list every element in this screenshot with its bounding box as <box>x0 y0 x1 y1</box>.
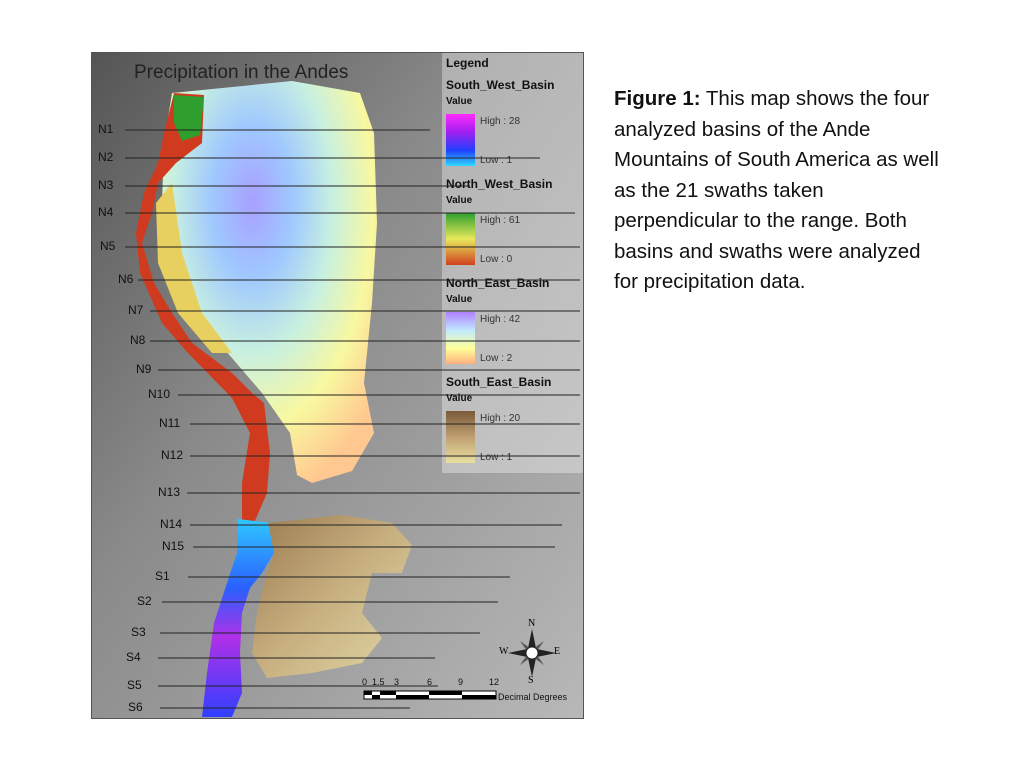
figure-caption <box>614 84 944 298</box>
high-label: High : 61 <box>480 215 521 226</box>
color-ramp <box>446 213 475 265</box>
swath-label-n13: N13 <box>158 485 181 499</box>
scale-tick: 6 <box>427 677 433 687</box>
swath-label-n11: N11 <box>159 416 181 430</box>
swath-label-n1: N1 <box>98 122 114 136</box>
scale-tick: 0 <box>362 677 368 687</box>
swath-label-n12: N12 <box>161 448 184 462</box>
legend <box>446 56 584 474</box>
swath-label-n9: N9 <box>136 362 152 376</box>
swath-label-s1: S1 <box>155 569 170 583</box>
map-title: Precipitation in the Andes <box>134 62 349 83</box>
scale-tick: 1.5 <box>372 677 385 687</box>
scale-unit: Decimal Degrees <box>498 692 568 702</box>
color-ramp <box>446 411 475 463</box>
caption-text: This map shows the four analyzed basins of the Ande Mountains of South America as well as the 21 swaths taken perpendicular to the range. Both basins and swaths were analyzed for precipitation data. <box>614 87 939 293</box>
swath-label-n3: N3 <box>98 178 114 192</box>
basin-name: South_East_Basin <box>446 375 552 389</box>
value-label: Value <box>446 96 473 107</box>
swath-label-n4: N4 <box>98 205 114 219</box>
swath-label-s2: S2 <box>137 594 152 608</box>
scale-tick: 12 <box>489 677 500 687</box>
color-ramp <box>446 114 475 166</box>
color-ramp <box>446 312 475 364</box>
basin-name: North_West_Basin <box>446 177 553 191</box>
swath-label-s4: S4 <box>126 650 141 664</box>
value-label: Value <box>446 294 473 305</box>
low-label: Low : 1 <box>480 452 513 463</box>
low-label: Low : 1 <box>480 155 513 166</box>
legend-north-east-basin <box>446 276 584 375</box>
swath-label-n5: N5 <box>100 239 116 253</box>
compass-s: S <box>528 675 534 686</box>
basin-name: North_East_Basin <box>446 276 550 290</box>
scale-tick: 9 <box>458 677 464 687</box>
basin-name: South_West_Basin <box>446 78 555 92</box>
legend-north-west-basin <box>446 177 584 276</box>
swath-label-s3: S3 <box>131 625 146 639</box>
precipitation-map <box>91 52 584 719</box>
low-label: Low : 0 <box>480 254 513 265</box>
value-label: Value <box>446 195 473 206</box>
compass-e: E <box>554 646 561 657</box>
swath-label-n8: N8 <box>130 333 146 347</box>
high-label: High : 42 <box>480 314 521 325</box>
compass-n: N <box>528 618 536 629</box>
low-label: Low : 2 <box>480 353 513 364</box>
swath-label-s6: S6 <box>128 700 143 714</box>
legend-south-west-basin <box>446 78 584 177</box>
swath-label-n15: N15 <box>162 539 185 553</box>
swath-label-n10: N10 <box>148 387 171 401</box>
scale-tick: 3 <box>394 677 400 687</box>
high-label: High : 20 <box>480 413 521 424</box>
swath-label-s5: S5 <box>127 678 142 692</box>
swath-label-n7: N7 <box>128 303 144 317</box>
compass-w: W <box>499 646 509 657</box>
high-label: High : 28 <box>480 116 521 127</box>
value-label: Value <box>446 393 473 404</box>
swath-label-n14: N14 <box>160 517 183 531</box>
swath-label-n2: N2 <box>98 150 114 164</box>
caption-label: Figure 1: <box>614 87 701 110</box>
legend-title: Legend <box>446 56 489 70</box>
legend-south-east-basin <box>446 375 584 474</box>
swath-label-n6: N6 <box>118 272 134 286</box>
